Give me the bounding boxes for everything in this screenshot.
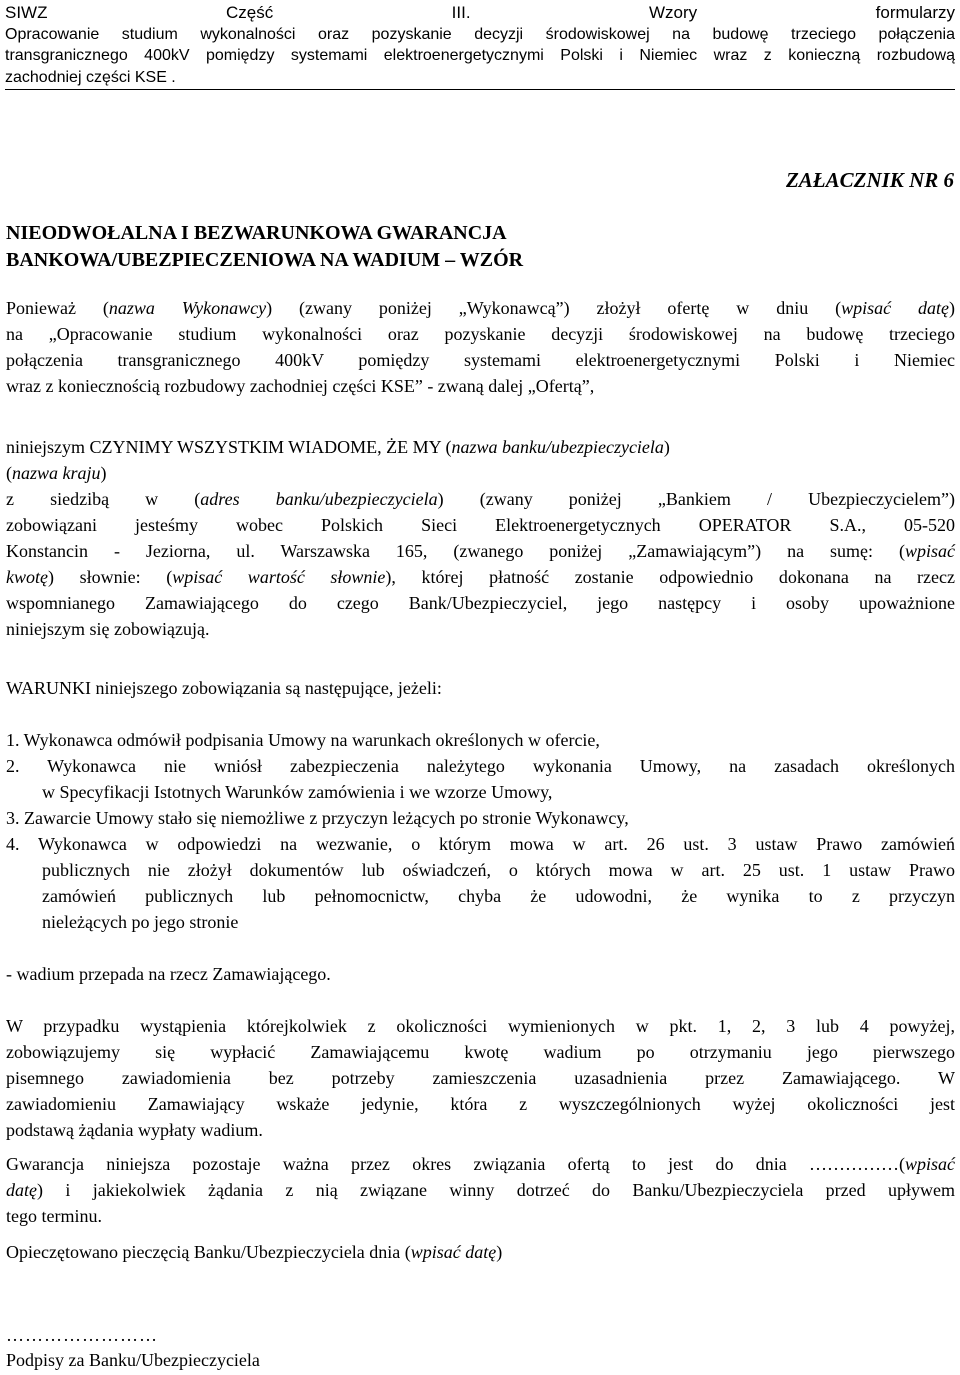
placeholder-amount: wpisać <box>904 541 955 561</box>
signature-dotted-line: …………………… <box>6 1325 158 1345</box>
list-item-continuation: nieleżących po jego stronie <box>42 912 239 932</box>
conditions-label: WARUNKI niniejszego zobowiązania są następujące, jeżeli: <box>6 678 442 698</box>
declaration-line: kwotę) słownie: (wpisać wartość słownie), której płatność zostanie odpowiednio dokonana na rzecz <box>6 567 955 587</box>
list-item-continuation: publicznych nie złożył dokumentów lub oświadczeń, o których mowa w art. 25 ust. 1 ustaw Prawo <box>42 860 955 880</box>
placeholder-amount-words: wpisać wartość słownie <box>172 567 386 587</box>
declaration-line: z siedzibą w (adres banku/ubezpieczyciela) (zwany poniżej „Bankiem / Ubezpieczycielem”) <box>6 489 955 509</box>
forfeit-statement: - wadium przepada na rzecz Zamawiającego. <box>6 964 331 984</box>
list-item: 1. Wykonawca odmówił podpisania Umowy na warunkach określonych w ofercie, <box>6 730 600 750</box>
placeholder-date: wpisać datę <box>410 1242 497 1262</box>
procedure-line: W przypadku wystąpienia którejkolwiek z okoliczności wymienionych w pkt. 1, 2, 3 lub 4 powyżej, <box>6 1016 955 1036</box>
validity-line: tego terminu. <box>6 1206 102 1226</box>
list-item-continuation: zamówień publicznych lub pełnomocnictw, chyba że udowodni, że wynika to z przyczyn <box>42 886 955 906</box>
placeholder-country: nazwa kraju <box>12 463 101 483</box>
list-item: 4. Wykonawca w odpowiedzi na wezwanie, o którym mowa w art. 26 ust. 3 ustaw Prawo zamówień <box>6 834 955 854</box>
stamp-line: Opieczętowano pieczęcią Banku/Ubezpieczyciela dnia (wpisać datę) <box>6 1242 503 1262</box>
intro-line: Ponieważ (nazwa Wykonawcy) (zwany poniżej „Wykonawcą”) złożył ofertę w dniu (wpisać datę) <box>6 298 955 318</box>
procedure-line: zawiadomieniu Zamawiający wskaże jedynie, która z wyszczególnionych wyżej okoliczności jest <box>6 1094 955 1114</box>
intro-line: na „Opracowanie studium wykonalności oraz pozyskanie decyzji środowiskowej na budowę trzeciego <box>6 324 955 344</box>
header-title: SIWZ Część III. Wzory formularzy <box>5 3 955 22</box>
procedure-paragraph <box>6 1013 955 1143</box>
validity-paragraph <box>6 1151 955 1229</box>
declaration-line: niniejszym się zobowiązują. <box>6 619 210 639</box>
placeholder-date: wpisać datę <box>841 298 949 318</box>
intro-paragraph <box>6 295 955 399</box>
header-line: zachodniej części KSE . <box>5 68 176 86</box>
signature-label: Podpisy za Banku/Ubezpieczyciela <box>6 1350 260 1370</box>
heading-line: BANKOWA/UBEZPIECZENIOWA NA WADIUM – WZÓR <box>6 249 524 271</box>
header-line: Opracowanie studium wykonalności oraz pozyskanie decyzji środowiskowej na budowę trzeciego połączenia <box>5 25 955 43</box>
procedure-line: pisemnego zawiadomienia bez potrzeby zamieszczenia uzasadnienia przez Zamawiającego. W <box>6 1068 955 1088</box>
document-heading <box>6 220 523 274</box>
declaration-line: niniejszym CZYNIMY WSZYSTKIM WIADOME, ŻE MY (nazwa banku/ubezpieczyciela) <box>6 437 670 457</box>
document-header <box>5 2 955 90</box>
validity-line: datę) i jakiekolwiek żądania z nią związane winny dotrzeć do Banku/Ubezpieczyciela przed upływem <box>6 1180 955 1200</box>
list-item: 2. Wykonawca nie wniósł zabezpieczenia należytego wykonania Umowy, na zasadach określonych <box>6 756 955 776</box>
list-item-continuation: w Specyfikacji Istotnych Warunków zamówienia i we wzorze Umowy, <box>42 782 553 802</box>
declaration-paragraph <box>6 434 955 642</box>
placeholder-contractor-name: nazwa Wykonawcy <box>108 298 267 318</box>
declaration-line: zobowiązani jesteśmy wobec Polskich Sieci Elektroenergetycznych OPERATOR S.A., 05-520 <box>6 515 955 535</box>
procedure-line: podstawą żądania wypłaty wadium. <box>6 1120 263 1140</box>
declaration-line: Konstancin - Jeziorna, ul. Warszawska 165, (zwanego poniżej „Zamawiającym”) na sumę: (wpisać <box>6 541 955 561</box>
placeholder-bank-name: nazwa banku/ubezpieczyciela <box>451 437 664 457</box>
intro-line: wraz z koniecznością rozbudowy zachodniej części KSE” - zwaną dalej „Ofertą”, <box>6 376 595 396</box>
heading-line: NIEODWOŁALNA I BEZWARUNKOWA GWARANCJA <box>6 222 507 244</box>
list-item: 3. Zawarcie Umowy stało się niemożliwe z przyczyn leżących po stronie Wykonawcy, <box>6 808 629 828</box>
validity-line: Gwarancja niniejsza pozostaje ważna przez okres związania ofertą to jest do dnia ……………(wpisać <box>6 1154 955 1174</box>
placeholder-date: wpisać <box>904 1154 955 1174</box>
procedure-line: zobowiązujemy się wypłacić Zamawiającemu kwotę wadium po otrzymaniu jego pierwszego <box>6 1042 955 1062</box>
header-line: transgranicznego 400kV pomiędzy systemami elektroenergetycznymi Polski i Niemiec wraz z konieczną rozbudową <box>5 47 955 64</box>
placeholder-bank-address: adres banku/ubezpieczyciela <box>200 489 438 509</box>
conditions-list <box>6 727 955 935</box>
intro-line: połączenia transgranicznego 400kV pomiędzy systemami elektroenergetycznymi Polski i Niemiec <box>6 350 955 370</box>
declaration-line: (nazwa kraju) <box>6 463 107 483</box>
declaration-line: wspomnianego Zamawiającego do czego Bank/Ubezpieczyciel, jego następcy i osoby upoważnione <box>6 593 955 613</box>
attachment-number: ZAŁACZNIK NR 6 <box>785 168 954 192</box>
